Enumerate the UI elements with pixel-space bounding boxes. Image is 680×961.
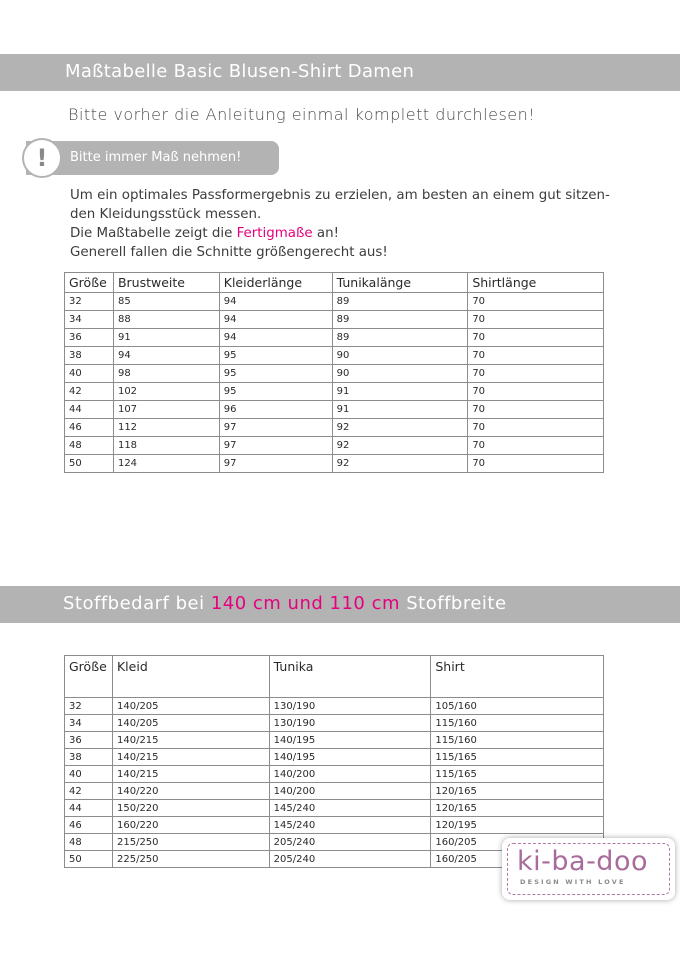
fabric-band xyxy=(0,586,680,623)
intro-line-3-post: an! xyxy=(312,226,339,241)
table-cell: 91 xyxy=(332,383,468,401)
table-cell: 32 xyxy=(65,698,113,715)
table-cell: 44 xyxy=(65,401,114,419)
table-cell: 94 xyxy=(219,311,332,329)
header-brustweite: Brustweite xyxy=(113,273,219,293)
header-groesse: Größe xyxy=(65,656,113,698)
subtitle-instruction: Bitte vorher die Anleitung einmal komplett durchlesen! xyxy=(68,105,536,124)
table-cell: 160/205 xyxy=(431,851,604,868)
table-cell: 70 xyxy=(468,347,604,365)
intro-line-4: Generell fallen die Schnitte größengerecht aus! xyxy=(70,245,388,260)
table-cell: 70 xyxy=(468,437,604,455)
table-cell: 140/195 xyxy=(269,732,431,749)
table-row xyxy=(65,783,604,800)
table-cell: 34 xyxy=(65,311,114,329)
measurement-table xyxy=(64,272,604,473)
table-cell: 140/200 xyxy=(269,766,431,783)
table-cell: 50 xyxy=(65,455,114,473)
header-shirtlaenge: Shirtlänge xyxy=(468,273,604,293)
table-cell: 112 xyxy=(113,419,219,437)
table-cell: 124 xyxy=(113,455,219,473)
table-cell: 97 xyxy=(219,455,332,473)
table-cell: 94 xyxy=(219,293,332,311)
table-header-row xyxy=(65,656,604,698)
table-row xyxy=(65,293,604,311)
table-cell: 85 xyxy=(113,293,219,311)
table-cell: 70 xyxy=(468,401,604,419)
table-cell: 42 xyxy=(65,783,113,800)
table-row xyxy=(65,383,604,401)
table-cell: 150/220 xyxy=(112,800,269,817)
table-cell: 140/215 xyxy=(112,749,269,766)
table-cell: 94 xyxy=(113,347,219,365)
table-cell: 44 xyxy=(65,800,113,817)
table-row xyxy=(65,766,604,783)
table-cell: 89 xyxy=(332,293,468,311)
table-cell: 70 xyxy=(468,293,604,311)
table-cell: 95 xyxy=(219,365,332,383)
table-cell: 70 xyxy=(468,455,604,473)
table-cell: 90 xyxy=(332,347,468,365)
fabric-title-pre: Stoffbedarf bei xyxy=(63,593,211,614)
table-cell: 70 xyxy=(468,383,604,401)
table-cell: 130/190 xyxy=(269,715,431,732)
logo-wordmark: ki-ba-doo xyxy=(517,846,648,877)
table-cell: 140/215 xyxy=(112,732,269,749)
table-cell: 115/160 xyxy=(431,732,604,749)
table-cell: 145/240 xyxy=(269,817,431,834)
table-cell: 48 xyxy=(65,834,113,851)
table-cell: 140/215 xyxy=(112,766,269,783)
table-cell: 38 xyxy=(65,749,113,766)
table-cell: 70 xyxy=(468,365,604,383)
brand-logo xyxy=(502,838,675,900)
table-cell: 94 xyxy=(219,329,332,347)
table-row xyxy=(65,732,604,749)
table-cell: 46 xyxy=(65,817,113,834)
table-cell: 92 xyxy=(332,419,468,437)
table-cell: 120/165 xyxy=(431,800,604,817)
intro-paragraph xyxy=(70,186,610,262)
table-cell: 36 xyxy=(65,329,114,347)
intro-highlight-fertigmasse: Fertigmaße xyxy=(236,226,313,241)
table-row xyxy=(65,419,604,437)
fabric-title-highlight: 140 cm und 110 cm xyxy=(210,593,401,614)
table-row xyxy=(65,365,604,383)
table-cell: 88 xyxy=(113,311,219,329)
table-cell: 102 xyxy=(113,383,219,401)
table-cell: 40 xyxy=(65,766,113,783)
table-cell: 70 xyxy=(468,419,604,437)
table-row xyxy=(65,800,604,817)
table-cell: 40 xyxy=(65,365,114,383)
table-cell: 89 xyxy=(332,311,468,329)
table-row xyxy=(65,698,604,715)
header-shirt: Shirt xyxy=(431,656,604,698)
table-cell: 140/200 xyxy=(269,783,431,800)
table-cell: 107 xyxy=(113,401,219,419)
table-cell: 42 xyxy=(65,383,114,401)
table-cell: 70 xyxy=(468,329,604,347)
intro-line-2: den Kleidungsstück messen. xyxy=(70,207,262,222)
table-cell: 130/190 xyxy=(269,698,431,715)
table-cell: 140/205 xyxy=(112,698,269,715)
logo-tagline: DESIGN WITH LOVE xyxy=(520,878,626,886)
table-cell: 120/165 xyxy=(431,783,604,800)
table-cell: 95 xyxy=(219,347,332,365)
table-cell: 70 xyxy=(468,311,604,329)
table-cell: 215/250 xyxy=(112,834,269,851)
table-row xyxy=(65,347,604,365)
table-cell: 145/240 xyxy=(269,800,431,817)
table-row xyxy=(65,817,604,834)
table-cell: 115/160 xyxy=(431,715,604,732)
exclamation-glyph: ! xyxy=(36,144,48,172)
fabric-title xyxy=(63,593,507,614)
table-row xyxy=(65,749,604,766)
table-cell: 46 xyxy=(65,419,114,437)
intro-line-3 xyxy=(70,224,610,243)
table-cell: 115/165 xyxy=(431,749,604,766)
table-cell: 34 xyxy=(65,715,113,732)
header-groesse: Größe xyxy=(65,273,114,293)
table-cell: 95 xyxy=(219,383,332,401)
fabric-title-post: Stoffbreite xyxy=(400,593,507,614)
fabric-table xyxy=(64,655,604,868)
table-cell: 205/240 xyxy=(269,834,431,851)
table-cell: 115/165 xyxy=(431,766,604,783)
table-cell: 90 xyxy=(332,365,468,383)
table-row xyxy=(65,401,604,419)
table-cell: 38 xyxy=(65,347,114,365)
table-cell: 105/160 xyxy=(431,698,604,715)
table-cell: 91 xyxy=(332,401,468,419)
table-cell: 96 xyxy=(219,401,332,419)
table-cell: 92 xyxy=(332,455,468,473)
table-cell: 160/205 xyxy=(431,834,604,851)
header-kleiderlaenge: Kleiderlänge xyxy=(219,273,332,293)
table-cell: 89 xyxy=(332,329,468,347)
intro-line-3-pre: Die Maßtabelle zeigt die xyxy=(70,226,237,241)
table-cell: 97 xyxy=(219,437,332,455)
table-cell: 98 xyxy=(113,365,219,383)
table-header-row xyxy=(65,273,604,293)
header-tunikalaenge: Tunikalänge xyxy=(332,273,468,293)
table-cell: 120/195 xyxy=(431,817,604,834)
table-cell: 91 xyxy=(113,329,219,347)
table-cell: 160/220 xyxy=(112,817,269,834)
title-band xyxy=(0,54,680,91)
page-title: Maßtabelle Basic Blusen-Shirt Damen xyxy=(65,61,415,82)
table-row xyxy=(65,329,604,347)
table-cell: 140/195 xyxy=(269,749,431,766)
table-cell: 118 xyxy=(113,437,219,455)
table-cell: 36 xyxy=(65,732,113,749)
table-cell: 205/240 xyxy=(269,851,431,868)
table-cell: 32 xyxy=(65,293,114,311)
table-cell: 140/220 xyxy=(112,783,269,800)
table-row xyxy=(65,437,604,455)
table-row xyxy=(65,311,604,329)
table-cell: 50 xyxy=(65,851,113,868)
table-row xyxy=(65,715,604,732)
exclamation-icon xyxy=(22,138,62,178)
header-tunika: Tunika xyxy=(269,656,431,698)
header-kleid: Kleid xyxy=(112,656,269,698)
table-cell: 140/205 xyxy=(112,715,269,732)
intro-line-1: Um ein optimales Passformergebnis zu erzielen, am besten an einem gut sitzen- xyxy=(70,188,610,203)
table-row xyxy=(65,455,604,473)
table-cell: 97 xyxy=(219,419,332,437)
table-cell: 92 xyxy=(332,437,468,455)
table-cell: 48 xyxy=(65,437,114,455)
table-cell: 225/250 xyxy=(112,851,269,868)
notice-text: Bitte immer Maß nehmen! xyxy=(70,150,242,165)
